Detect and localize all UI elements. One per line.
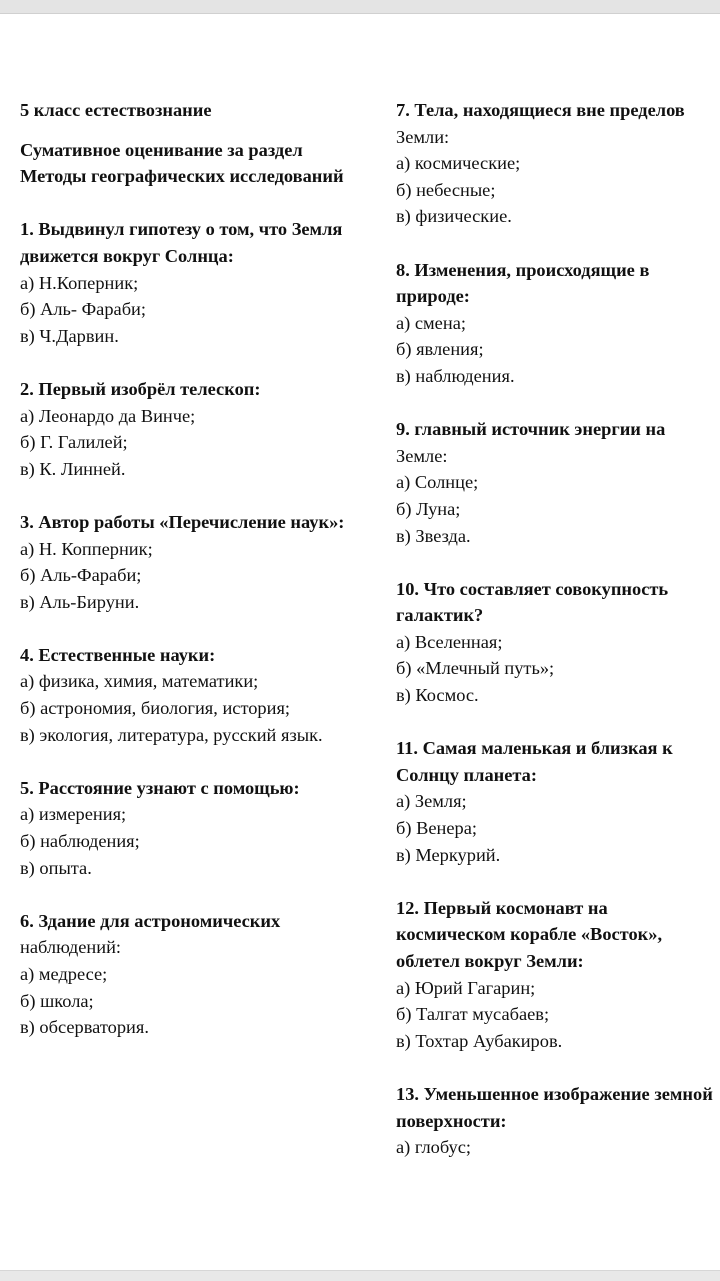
question-block	[20, 642, 360, 748]
question-block	[20, 908, 360, 1041]
question-title	[20, 376, 360, 403]
question-block	[396, 257, 718, 390]
answer-option: б) наблюдения;	[20, 831, 140, 852]
question-block	[20, 376, 360, 482]
question-block	[396, 416, 718, 549]
answer-option: в) экология, литература, русский язык.	[20, 724, 323, 745]
question-title	[20, 216, 360, 269]
question-block	[396, 1081, 718, 1161]
grade-heading: 5 класс естествознание	[20, 100, 212, 120]
answer-option: б) Г. Галилей;	[20, 432, 128, 453]
answer-option: а) глобус;	[396, 1137, 471, 1158]
bottom-edge-bar	[0, 1270, 720, 1281]
question-text-bold: 9. главный источник энергии на	[396, 419, 666, 440]
question-title	[396, 895, 718, 975]
left-column	[20, 97, 360, 1041]
top-edge-bar	[0, 0, 720, 14]
question-text-bold: 5. Расстояние узнают с помощью:	[20, 777, 300, 798]
answer-option: а) медресе;	[20, 964, 108, 984]
answer-option: а) Н.Коперник;	[20, 272, 139, 293]
document-page	[0, 14, 720, 1270]
answer-option: б) Венера;	[396, 818, 477, 839]
right-column	[396, 97, 718, 1161]
question-text-bold: 1. Выдвинул гипотезу о том, что Земля движется вокруг Солнца:	[20, 219, 343, 266]
answer-option: в) физические.	[396, 206, 512, 227]
answer-option: б) школа;	[20, 990, 94, 1011]
answer-option: в) К. Линней.	[20, 458, 126, 479]
answer-option: а) смена;	[396, 312, 466, 333]
answer-option: а) Н. Копперник;	[20, 538, 153, 559]
question-title	[396, 97, 718, 150]
question-title	[20, 775, 360, 802]
answer-option: а) космические;	[396, 153, 521, 174]
answer-option: б) Аль- Фараби;	[20, 299, 147, 320]
question-title	[20, 642, 360, 669]
question-title	[396, 257, 718, 310]
question-block	[396, 576, 718, 709]
question-text-bold: 3. Автор работы «Перечисление наук»:	[20, 511, 345, 532]
answer-option: в) обсерватория.	[20, 1017, 149, 1038]
question-title	[396, 735, 718, 788]
question-title	[396, 416, 718, 469]
answer-option: а) Вселенная;	[396, 631, 503, 652]
answer-option: в) Космос.	[396, 685, 479, 706]
question-text-regular: наблюдений:	[20, 937, 122, 958]
question-text-bold: 6. Здание для астрономических	[20, 910, 281, 931]
answer-option: в) Меркурий.	[396, 844, 501, 865]
question-block	[396, 97, 718, 230]
answer-option: в) Звезда.	[396, 525, 471, 546]
question-text-bold: 8. Изменения, происходящие в природе:	[396, 259, 650, 307]
question-text-bold: 13. Уменьшенное изображение земной поверхности:	[396, 1083, 713, 1131]
question-title	[20, 509, 360, 536]
question-block	[396, 735, 718, 868]
answer-option: в) опыта.	[20, 857, 92, 878]
answer-option: б) Луна;	[396, 498, 461, 519]
assessment-heading: Сумативное оценивание за раздел Методы географических исследований	[20, 139, 344, 187]
left-questions	[20, 216, 360, 1040]
answer-option: б) Аль-Фараби;	[20, 565, 142, 586]
answer-option: б) Талгат мусабаев;	[396, 1004, 550, 1025]
answer-option: б) астрономия, биология, история;	[20, 698, 291, 719]
answer-option: б) «Млечный путь»;	[396, 658, 555, 679]
answer-option: а) Земля;	[396, 791, 467, 812]
question-text-bold: 2. Первый изобрёл телескоп:	[20, 378, 261, 399]
answer-option: а) измерения;	[20, 804, 127, 825]
answer-option: б) небесные;	[396, 179, 496, 200]
question-text-bold: 10. Что составляет совокупность галактик?	[396, 578, 669, 626]
question-text-bold: 11. Самая маленькая и близкая к Солнцу планета:	[396, 738, 673, 785]
answer-option: в) Аль-Бируни.	[20, 591, 140, 612]
answer-option: в) наблюдения.	[396, 365, 515, 386]
answer-option: в) Ч.Дарвин.	[20, 325, 119, 346]
question-text-bold: 4. Естественные науки:	[20, 644, 216, 665]
question-text-regular: Земле:	[396, 445, 448, 466]
question-text-bold: 7. Тела, находящиеся вне пределов	[396, 100, 685, 120]
question-block	[20, 509, 360, 615]
question-title	[396, 576, 718, 629]
question-block	[396, 895, 718, 1055]
answer-option: б) явления;	[396, 339, 484, 360]
answer-option: а) Солнце;	[396, 472, 479, 493]
right-questions	[396, 97, 718, 1161]
question-text-bold: 12. Первый космонавт на космическом корабле «Восток», облетел вокруг Земли:	[396, 897, 663, 971]
answer-option: а) физика, химия, математики;	[20, 671, 259, 692]
question-block	[20, 216, 360, 349]
answer-option: в) Тохтар Аубакиров.	[396, 1030, 563, 1051]
question-title	[20, 908, 360, 961]
answer-option: а) Юрий Гагарин;	[396, 977, 536, 998]
question-block	[20, 775, 360, 881]
answer-option: а) Леонардо да Винче;	[20, 405, 196, 426]
question-text-regular: Земли:	[396, 126, 450, 147]
question-title	[396, 1081, 718, 1134]
